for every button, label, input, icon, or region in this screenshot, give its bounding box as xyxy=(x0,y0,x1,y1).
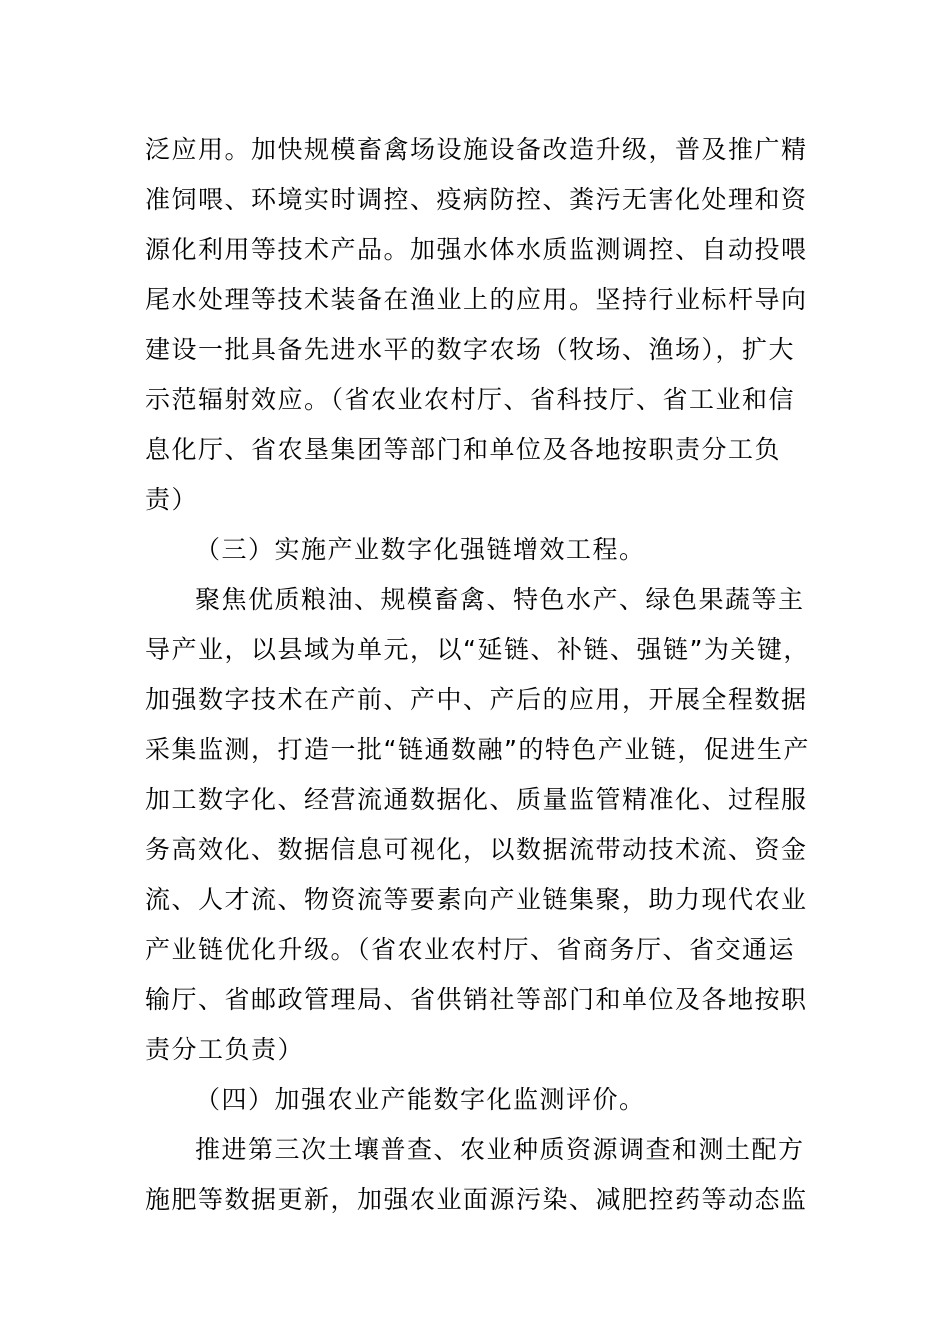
paragraph-1-line-7: 息化厅、省农垦集团等部门和单位及各地按职责分工负 xyxy=(145,435,782,464)
paragraph-4-line-1: 推进第三次土壤普查、农业种质资源调查和测土配方 xyxy=(195,1135,805,1164)
paragraph-3-line-10: 责分工负责） xyxy=(145,1035,305,1064)
paragraph-3-line-2: 导产业，以县域为单元，以“延链、补链、强链”为关键， xyxy=(145,635,810,664)
paragraph-1-line-4: 尾水处理等技术装备在渔业上的应用。坚持行业标杆导向 xyxy=(145,285,808,314)
paragraph-1-line-3: 源化利用等技术产品。加强水体水质监测调控、自动投喂 xyxy=(145,235,808,264)
paragraph-4-line-2: 施肥等数据更新，加强农业面源污染、减肥控药等动态监 xyxy=(145,1185,808,1214)
paragraph-3-line-5: 加工数字化、经营流通数据化、质量监管精准化、过程服 xyxy=(145,785,808,814)
paragraph-3-line-4: 采集监测，打造一批“链通数融”的特色产业链，促进生产 xyxy=(145,735,810,764)
paragraph-3-line-3: 加强数字技术在产前、产中、产后的应用，开展全程数据 xyxy=(145,685,808,714)
paragraph-1-line-1: 泛应用。加快规模畜禽场设施设备改造升级，普及推广精 xyxy=(145,135,808,164)
paragraph-1-line-8: 责） xyxy=(145,485,199,514)
paragraph-1-line-6: 示范辐射效应。（省农业农村厅、省科技厅、省工业和信 xyxy=(145,385,796,414)
paragraph-3-line-1: 聚焦优质粮油、规模畜禽、特色水产、绿色果蔬等主 xyxy=(195,585,805,614)
paragraph-1-line-5: 建设一批具备先进水平的数字农场（牧场、渔场），扩大 xyxy=(145,335,796,364)
paragraph-1-line-2: 准饲喂、环境实时调控、疫病防控、粪污无害化处理和资 xyxy=(145,185,808,214)
paragraph-3-line-6: 务高效化、数据信息可视化，以数据流带动技术流、资金 xyxy=(145,835,808,864)
paragraph-3-line-9: 输厅、省邮政管理局、省供销社等部门和单位及各地按职 xyxy=(145,985,808,1014)
section-heading-4: （四）加强农业产能数字化监测评价。 xyxy=(195,1085,646,1114)
paragraph-3-line-8: 产业链优化升级。（省农业农村厅、省商务厅、省交通运 xyxy=(145,935,796,964)
paragraph-3-line-7: 流、人才流、物资流等要素向产业链集聚，助力现代农业 xyxy=(145,885,808,914)
section-heading-3: （三）实施产业数字化强链增效工程。 xyxy=(195,535,646,564)
